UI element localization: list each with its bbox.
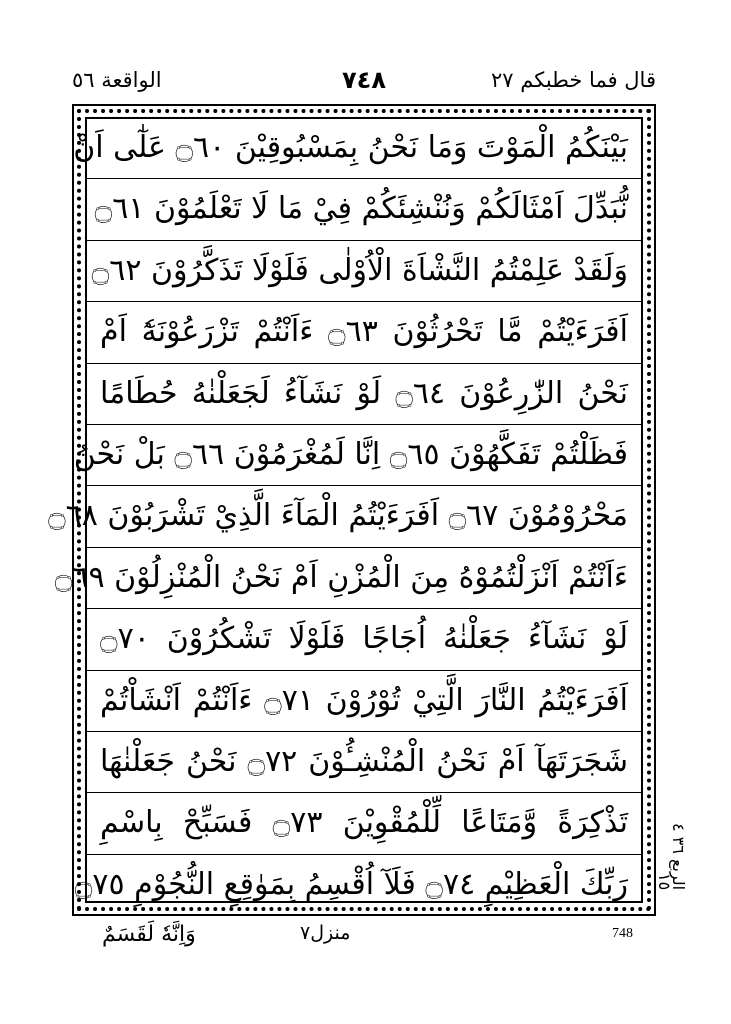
verse-line: ءَاَنْتُمْ اَنْزَلْتُمُوْهُ مِنَ الْمُزْنِ اَمْ نَحْنُ الْمُنْزِلُوْنَ ۝٦٩ <box>86 548 642 609</box>
verse-line: بَيْنَكُمُ الْمَوْتَ وَمَا نَحْنُ بِمَسْبُوقِيْنَ ۝٦٠ عَلٰٓى اَنْ <box>86 118 642 179</box>
manzil-label: منزل٧ <box>300 922 351 944</box>
verse-line: لَوْ نَشَآءُ جَعَلْنٰهُ اُجَاجًا فَلَوْلَا تَشْكُرُوْنَ ۝٧٠ <box>86 609 642 670</box>
page-number: 748 <box>612 926 633 941</box>
verse-line: وَلَقَدْ عَلِمْتُمُ النَّشْاَةَ الْاُوْلٰى فَلَوْلَا تَذَكَّرُوْنَ ۝٦٢ <box>86 241 642 302</box>
verse-line: تَذْكِرَةً وَّمَتَاعًا لِّلْمُقْوِيْنَ ۝٧٣ فَسَبِّحْ بِاسْمِ <box>86 793 642 854</box>
verse-line: اَفَرَءَيْتُمْ مَّا تَحْرُثُوْنَ ۝٦٣ ءَاَنْتُمْ تَزْرَعُوْنَهٗٓ اَمْ <box>86 302 642 363</box>
verse-line: شَجَرَتَهَآ اَمْ نَحْنُ الْمُنْشِـُٔوْنَ ۝٧٢ نَحْنُ جَعَلْنٰهَا <box>86 732 642 793</box>
surah-name-header: الواقعة ٥٦ <box>72 68 162 92</box>
page-header <box>72 66 656 100</box>
verse-line: نُّبَدِّلَ اَمْثَالَكُمْ وَنُنْشِئَكُمْ فِيْ مَا لَا تَعْلَمُوْنَ ۝٦١ <box>86 179 642 240</box>
verse-line: اَفَرَءَيْتُمُ النَّارَ الَّتِيْ تُوْرُوْنَ ۝٧١ ءَاَنْتُمْ اَنْشَاْتُمْ <box>86 671 642 732</box>
juz-name-header: قال فما خطبكم ٢٧ <box>491 68 656 92</box>
ruku-margin-note: الربع ٣٦ ٤ ١٥ <box>655 822 688 890</box>
catchword: وَاِنَّهٗ لَقَسَمٌ <box>102 922 196 947</box>
verse-line: نَحْنُ الزّٰرِعُوْنَ ۝٦٤ لَوْ نَشَآءُ لَجَعَلْنٰهُ حُطَامًا <box>86 364 642 425</box>
verse-lines <box>48 118 642 902</box>
verse-line: فَظَلْتُمْ تَفَكَّهُوْنَ ۝٦٥ اِنَّا لَمُغْرَمُوْنَ ۝٦٦ بَلْ نَحْنُ <box>86 425 642 486</box>
page-frame <box>48 104 656 916</box>
verse-line: رَبِّكَ الْعَظِيْمِ ۝٧٤ فَلَآ اُقْسِمُ بِمَوٰقِعِ النُّجُوْمِ ۝٧٥ <box>74 866 628 902</box>
verse-line: مَحْرُوْمُوْنَ ۝٦٧ اَفَرَءَيْتُمُ الْمَآءَ الَّذِيْ تَشْرَبُوْنَ ۝٦٨ <box>86 486 642 547</box>
page-number-arabic: ٧٤٨ <box>342 66 386 94</box>
